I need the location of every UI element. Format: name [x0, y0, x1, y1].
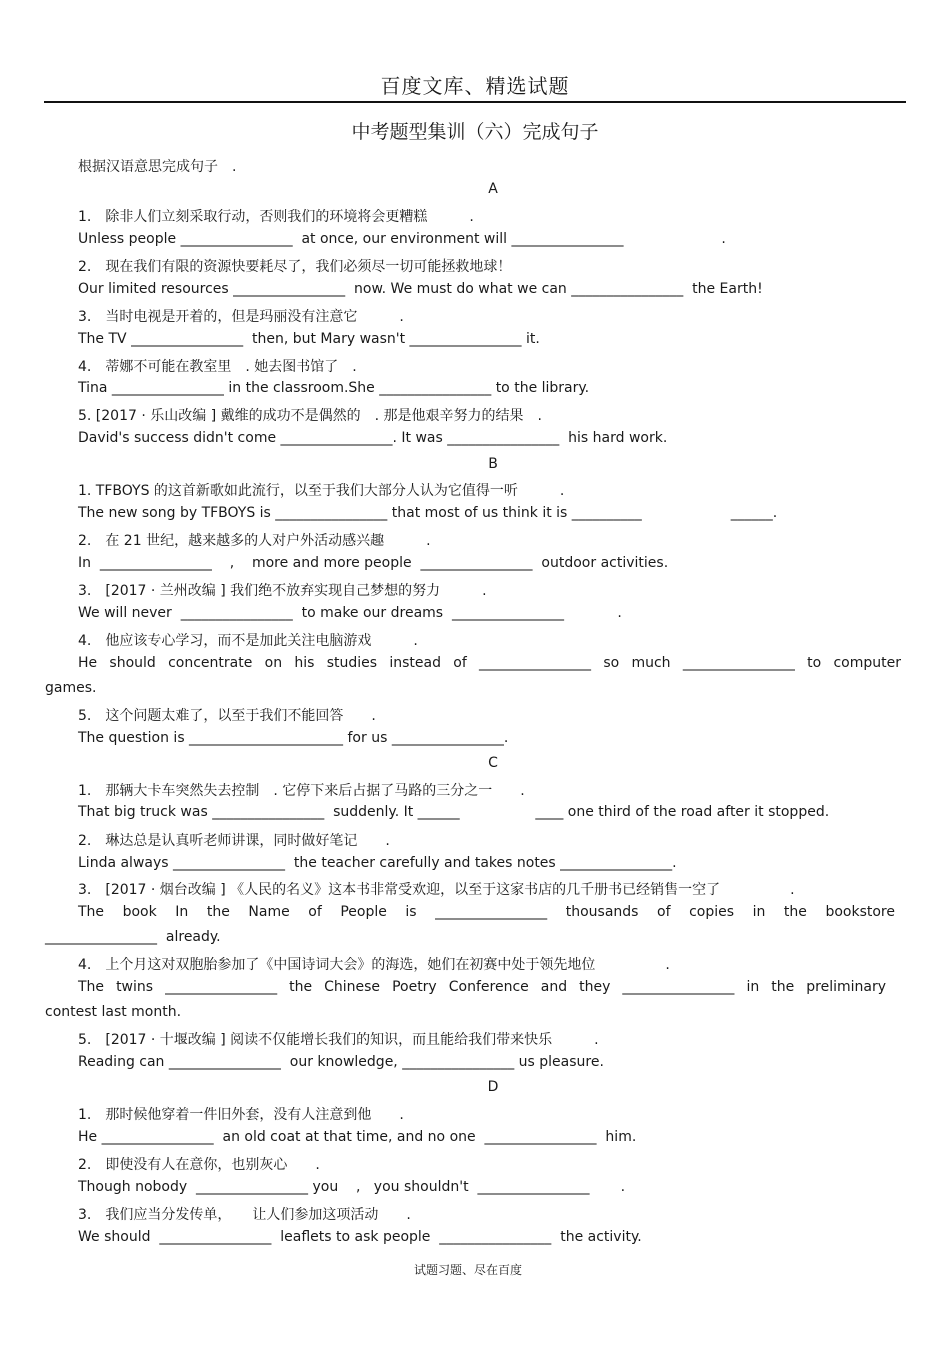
answer-english: Unless people ________________ at once, our environment will ________________ .: [78, 231, 726, 247]
answer-english-continued: games.: [45, 680, 97, 696]
answer-english: David's success didn't come ________________. It was ________________ his hard work.: [78, 430, 668, 446]
section-heading-b: B: [488, 456, 498, 472]
question-chinese: 5. [2017 · 十堰改编 ] 阅读不仅能增长我们的知识，而且能给我们带来快乐 .: [78, 1032, 599, 1048]
question-chinese: 3. 我们应当分发传单， 让人们参加这项活动 .: [78, 1207, 411, 1223]
answer-english: In ________________ , more and more people ________________ outdoor activities.: [78, 555, 669, 571]
page-footer: 试题习题、尽在百度: [413, 1263, 522, 1277]
answer-english: He ________________ an old coat at that time, and no one ________________ him.: [78, 1129, 637, 1145]
answer-english: Linda always ________________ the teacher carefully and takes notes ________________.: [78, 855, 677, 871]
section-heading-a: A: [488, 181, 498, 197]
question-chinese: 5. [2017 · 乐山改编 ] 戴维的成功不是偶然的 . 那是他艰辛努力的结果 .: [78, 408, 542, 424]
question-chinese: 2. 琳达总是认真听老师讲课，同时做好笔记 .: [78, 833, 390, 849]
instruction-text: 根据汉语意思完成句子 .: [78, 159, 237, 175]
answer-english: The new song by TFBOYS is ________________ that most of us think it is __________ ______.: [78, 505, 778, 521]
question-chinese: 2. 现在我们有限的资源快要耗尽了，我们必须尽一切可能拯救地球！: [78, 259, 512, 275]
question-chinese: 2. 即使没有人在意你，也别灰心 .: [78, 1157, 320, 1173]
question-chinese: 1. 那辆大卡车突然失去控制 . 它停下来后占据了马路的三分之一 .: [78, 783, 525, 799]
question-chinese: 1. TFBOYS 的这首新歌如此流行，以至于我们大部分人认为它值得一听 .: [78, 483, 565, 499]
header-divider: [44, 101, 906, 103]
document-title: 中考题型集训（六）完成句子: [351, 121, 599, 143]
section-heading-d: D: [487, 1079, 499, 1095]
answer-english: Reading can ________________ our knowledge, ________________ us pleasure.: [78, 1054, 604, 1070]
answer-english: The book In the Name of People is ________________ thousands of copies in the bookstore: [78, 904, 895, 920]
answer-english: We should ________________ leaflets to ask people ________________ the activity.: [78, 1229, 642, 1245]
answer-english: That big truck was ________________ suddenly. It ______ ____ one third of the road after it stopped.: [78, 804, 830, 820]
question-chinese: 1. 那时候他穿着一件旧外套，没有人注意到他 .: [78, 1107, 404, 1123]
answer-english: The twins ________________ the Chinese Poetry Conference and they ________________ in the preliminary: [78, 979, 886, 995]
answer-english: Our limited resources ________________ now. We must do what we can ________________ the Earth!: [78, 281, 763, 297]
question-chinese: 3. [2017 · 烟台改编 ] 《人民的名义》这本书非常受欢迎，以至于这家书店的几千册书已经销售一空了 .: [78, 882, 795, 898]
answer-english: Tina ________________ in the classroom.She ________________ to the library.: [78, 380, 590, 396]
question-chinese: 4. 上个月这对双胞胎参加了《中国诗词大会》的海选，她们在初赛中处于领先地位 .: [78, 957, 670, 973]
answer-english-continued: ________________ already.: [45, 929, 221, 945]
question-chinese: 3. 当时电视是开着的，但是玛丽没有注意它 .: [78, 309, 404, 325]
question-chinese: 3. [2017 · 兰州改编 ] 我们绝不放弃实现自己梦想的努力 .: [78, 583, 487, 599]
question-chinese: 5. 这个问题太难了，以至于我们不能回答 .: [78, 708, 376, 724]
section-heading-c: C: [488, 755, 498, 771]
answer-english: The question is ______________________ for us ________________.: [78, 730, 509, 746]
answer-english: Though nobody ________________ you , you shouldn't ________________ .: [78, 1179, 626, 1195]
page-header-title: 百度文库、精选试题: [380, 74, 570, 98]
answer-english: We will never ________________ to make our dreams ________________ .: [78, 605, 622, 621]
answer-english: The TV ________________ then, but Mary wasn't ________________ it.: [78, 331, 540, 347]
question-chinese: 2. 在 21 世纪，越来越多的人对户外活动感兴趣 .: [78, 533, 431, 549]
answer-english: He should concentrate on his studies instead of ________________ so much ________________ to computer: [78, 655, 901, 671]
question-chinese: 1. 除非人们立刻采取行动，否则我们的环境将会更糟糕 .: [78, 209, 474, 225]
answer-english-continued: contest last month.: [45, 1004, 182, 1020]
question-chinese: 4. 他应该专心学习，而不是加此关注电脑游戏 .: [78, 633, 418, 649]
question-chinese: 4. 蒂娜不可能在教室里 . 她去图书馆了 .: [78, 359, 357, 375]
